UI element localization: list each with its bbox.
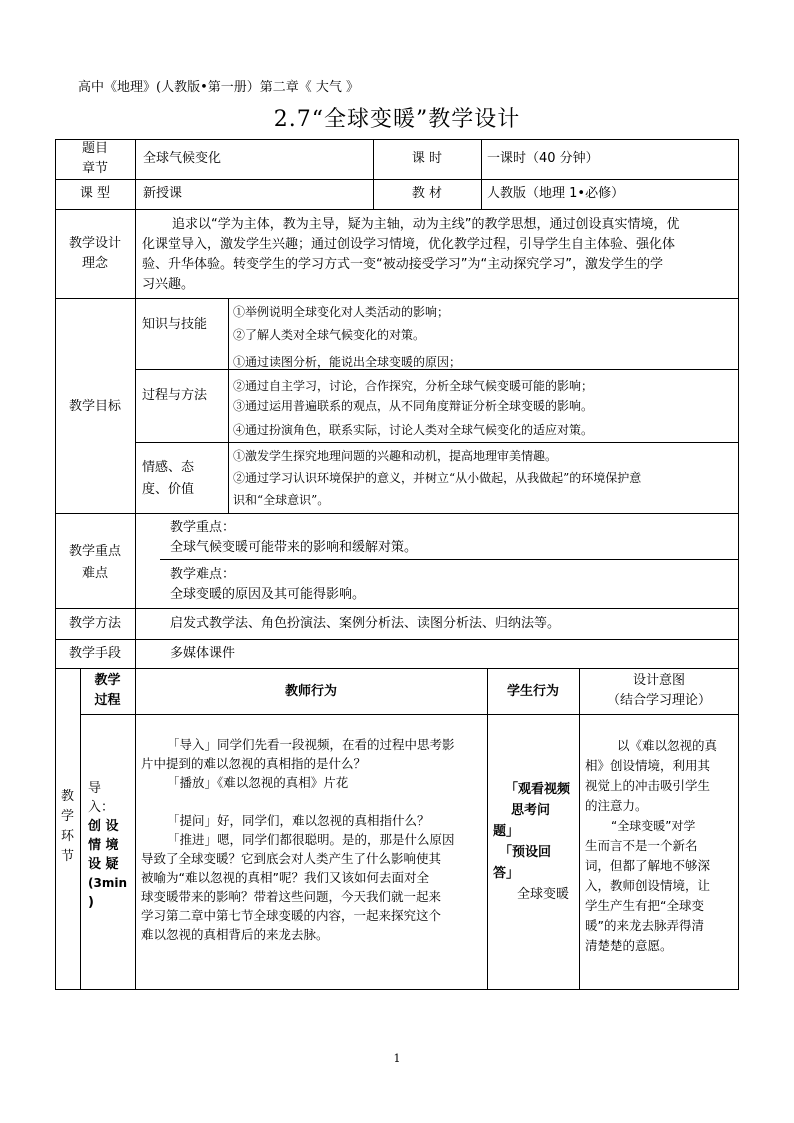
keypoints-label: 教学重点 难点 [68, 544, 121, 581]
process-label: 过程与方法 [142, 388, 208, 403]
difficult-point: 教学难点： 全球变暖的原因及其可能得影响。 [170, 567, 366, 602]
process-items: ①通过读图分析，能说出全球变暖的原因； ②通过自主学习，讨论，合作探究，分析全球气候变暖可能的影响； ③通过运用普遍联系的观点，从不同角度辩证分析全球变暖的影响。 ④通过扮演角色，联系实际，讨论人类对全球气候变化的适应对策。 [233, 355, 594, 437]
knowledge-items: ①举例说明全球变化对人类活动的影响； ②了解人类对全球气候变化的对策。 [233, 305, 450, 342]
header-student: 学生行为 [506, 684, 559, 699]
means-value: 多媒体课件 [170, 646, 236, 661]
textbook-value: 人教版（地理 1•必修） [487, 186, 625, 201]
teacher-behavior: 「导入」同学们先看一段视频，在看的过程中思考影 片中提到的难以忽视的真相指的是什么？ 「播放」《难以忽视的真相》片花 「提问」好，同学们，难以忽视的真相指什么？ 「推进」嗯，同学们都很聪明。是的，那是什么原因 导致了全球变暖？它到底会对人类产生了什么影响使其 被喻为“难以忽视的真相”呢？我们又该如何去面对全 球变暖带来的影响？带着这些问题，今天我们就一起来 学习第二章中第七节全球变暖的内容，一起来探究这个 难以忽视的真相背后的来龙去脉。 [141, 737, 455, 942]
page-number: 1 [393, 1052, 401, 1065]
section-label: 教 学 环 节 [60, 789, 74, 864]
emotion-label: 情感、态 度、价值 [142, 460, 195, 497]
design-intent: 以《难以忽视的真 相》创设情境，利用其 视觉上的冲击吸引学生 的注意力。 “全球变暖”对学 生而言不是一个新名 词，但都了解地不够深 入，教师创设情境，让 学生产生有把“全球变 暖”的来龙去脉弄得清 清楚楚的意愿。 [585, 738, 718, 953]
topic-label: 题目 章节 [81, 141, 108, 176]
hours-label: 课 时 [411, 151, 443, 166]
means-label: 教学手段 [68, 646, 121, 661]
header-step: 教学 过程 [94, 673, 121, 708]
header-teacher: 教师行为 [284, 684, 337, 699]
course-header: 高中《地理》(人教版•第一册）第二章《 大气 》 [78, 80, 360, 95]
type-value: 新授课 [143, 186, 183, 201]
hours-value: 一课时（40 分钟） [487, 151, 599, 166]
concept-label: 教学设计 理念 [68, 236, 121, 271]
key-point: 教学重点： 全球气候变暖可能带来的影响和缓解对策。 [170, 520, 418, 555]
document-title: 2.7“全球变暖”教学设计 [273, 107, 521, 132]
student-behavior: 「观看视频 思考问 题」 「预设回 答」 全球变暖 [493, 782, 571, 902]
emotion-items: ①激发学生探究地理问题的兴趣和动机，提高地理审美情趣。 ②通过学习认识环境保护的意义，并树立“从小做起，从我做起”的环境保护意 识和“全球意识”。 [233, 449, 642, 507]
knowledge-label: 知识与技能 [142, 317, 208, 332]
lesson-plan-table [55, 139, 739, 989]
methods-value: 启发式教学法、角色扮演法、案例分析法、读图分析法、归纳法等。 [170, 616, 561, 631]
header-intent: 设计意图 （结合学习理论） [606, 673, 711, 708]
concept-text: 追求以“学为主体，教为主导，疑为主轴，动为主线”的教学思想，通过创设真实情境，优 化课堂导入，激发学生兴趣；通过创设学习情境，优化教学过程，引导学生自主体验、强化体 验、升华体验。转变学生的学习方式一变“被动接受学习”为“主动探究学习”，激发学生的学 习兴趣。 [142, 217, 680, 292]
step-label: 导 入： 创 设 情 境 设 疑 (3min ) [88, 781, 127, 910]
topic-value: 全球气候变化 [143, 151, 222, 166]
type-label: 课 型 [79, 186, 111, 201]
methods-label: 教学方法 [68, 616, 121, 631]
objectives-label: 教学目标 [68, 399, 121, 414]
textbook-label: 教 材 [411, 186, 443, 201]
